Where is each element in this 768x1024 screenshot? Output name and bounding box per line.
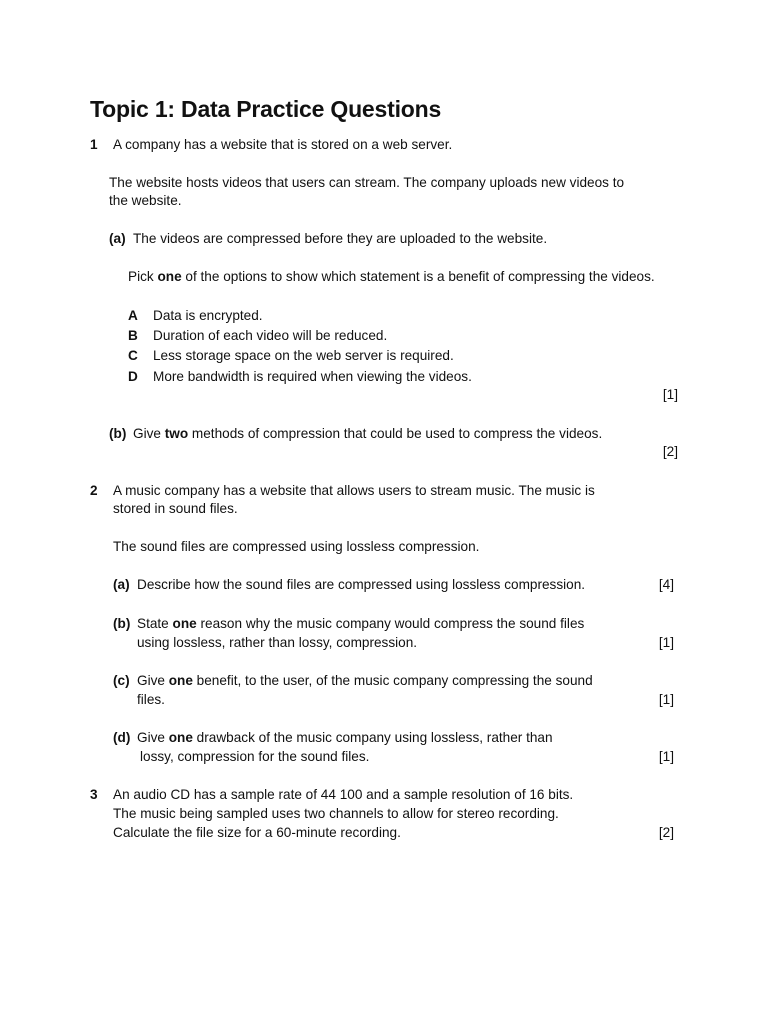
mark-allocation: [2] bbox=[662, 444, 678, 459]
part-label: (a) bbox=[113, 577, 130, 592]
question-text: An audio CD has a sample rate of 44 100 and a sample resolution of 16 bits. bbox=[113, 787, 574, 802]
text-span: methods of compression that could be used to compress the videos. bbox=[188, 426, 603, 441]
text-span: Pick bbox=[128, 269, 158, 284]
option-text: Duration of each video will be reduced. bbox=[153, 328, 388, 343]
option-letter: D bbox=[128, 369, 138, 384]
part-text bbox=[137, 728, 553, 747]
question-number: 2 bbox=[90, 483, 98, 498]
question-text: the website. bbox=[109, 193, 182, 208]
part-text: using lossless, rather than lossy, compression. bbox=[137, 635, 418, 650]
text-span: Give bbox=[133, 426, 165, 441]
part-text bbox=[133, 424, 602, 443]
question-text: The website hosts videos that users can stream. The company uploads new videos to bbox=[109, 175, 625, 190]
option-letter: C bbox=[128, 348, 138, 363]
bold-keyword: one bbox=[168, 673, 193, 688]
part-label: (d) bbox=[113, 730, 131, 745]
question-text: The music being sampled uses two channels to allow for stereo recording. bbox=[113, 806, 559, 821]
page-title: Topic 1: Data Practice Questions bbox=[90, 96, 442, 122]
question-text: The sound files are compressed using lossless compression. bbox=[113, 539, 480, 554]
text-span: of the options to show which statement is a benefit of compressing the videos. bbox=[181, 269, 655, 284]
part-text: lossy, compression for the sound files. bbox=[140, 749, 370, 764]
part-text: Describe how the sound files are compressed using lossless compression. bbox=[137, 577, 586, 592]
mark-allocation: [1] bbox=[662, 387, 678, 402]
mark-allocation: [1] bbox=[658, 635, 674, 650]
text-span: State bbox=[137, 616, 173, 631]
question-text: A music company has a website that allows users to stream music. The music is bbox=[113, 483, 595, 498]
option-text: Data is encrypted. bbox=[153, 308, 263, 323]
text-span: Give bbox=[137, 730, 169, 745]
text-span: Give bbox=[137, 673, 169, 688]
text-span: drawback of the music company using lossless, rather than bbox=[192, 730, 553, 745]
question-text: Calculate the file size for a 60-minute recording. bbox=[113, 825, 401, 840]
option-letter: A bbox=[128, 308, 138, 323]
part-label: (a) bbox=[109, 231, 126, 246]
option-letter: B bbox=[128, 328, 138, 343]
question-number: 3 bbox=[90, 787, 98, 802]
part-label: (b) bbox=[109, 426, 127, 441]
bold-keyword: one bbox=[172, 616, 197, 631]
part-text bbox=[137, 614, 584, 633]
question-text: A company has a website that is stored on a web server. bbox=[113, 137, 453, 152]
mark-allocation: [2] bbox=[658, 825, 674, 840]
bold-keyword: two bbox=[164, 426, 189, 441]
part-label: (c) bbox=[113, 673, 130, 688]
part-text: The videos are compressed before they are uploaded to the website. bbox=[133, 231, 548, 246]
instruction-text bbox=[128, 267, 655, 286]
part-text bbox=[137, 671, 593, 690]
mark-allocation: [1] bbox=[658, 692, 674, 707]
option-text: Less storage space on the web server is required. bbox=[153, 348, 454, 363]
part-text: files. bbox=[137, 692, 165, 707]
question-number: 1 bbox=[90, 137, 98, 152]
mark-allocation: [1] bbox=[658, 749, 674, 764]
text-span: benefit, to the user, of the music company compressing the sound bbox=[192, 673, 593, 688]
part-label: (b) bbox=[113, 616, 131, 631]
text-span: reason why the music company would compress the sound files bbox=[196, 616, 585, 631]
question-text: stored in sound files. bbox=[113, 501, 238, 516]
bold-keyword: one bbox=[157, 269, 182, 284]
bold-keyword: one bbox=[168, 730, 193, 745]
mark-allocation: [4] bbox=[658, 577, 674, 592]
option-text: More bandwidth is required when viewing the videos. bbox=[153, 369, 472, 384]
